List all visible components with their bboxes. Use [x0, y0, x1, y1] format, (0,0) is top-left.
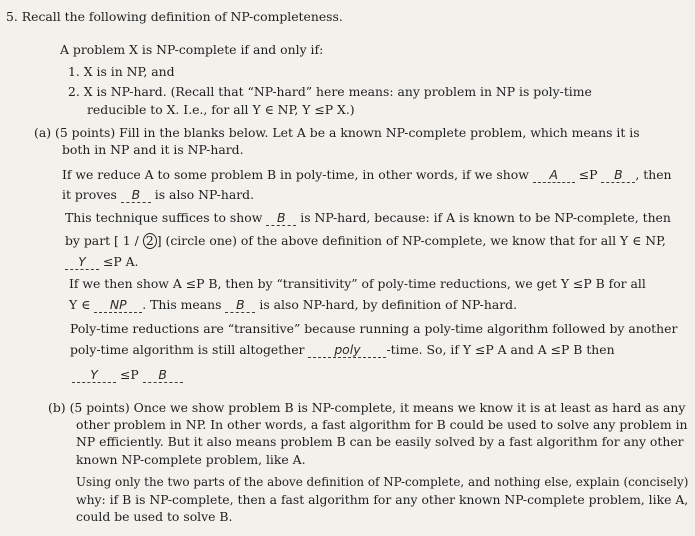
part-a-label: (a)	[34, 125, 52, 140]
part-a-line-1	[34, 124, 640, 142]
p4-text: poly-time algorithm is still altogether	[70, 342, 305, 357]
problem-intro	[6, 8, 343, 26]
definition-item-1	[68, 63, 175, 81]
p2-text: ] (circle one) of the above definition of NP-complete, we know that for all Y ∈ NP,	[156, 233, 666, 248]
part-b-text: (5 points) Once we show problem B is NP-complete, it means we know it is at least as hard as any	[69, 400, 686, 415]
part-b-line-1	[48, 399, 685, 417]
p2-text: ≤P A.	[102, 254, 139, 269]
problem-number: 5.	[6, 9, 18, 24]
answer-blank-9: Y	[72, 368, 116, 383]
p2-line-3	[65, 253, 139, 271]
part-b-line-5: Using only the two parts of the above definition of NP-complete, and nothing else, explain (concisely)	[76, 474, 689, 489]
leq-p-symbol: ≤P	[578, 167, 598, 182]
part-b-line-2: other problem in NP. In other words, a fast algorithm for B could be used to solve any problem in	[76, 417, 688, 432]
problem-intro-text: Recall the following definition of NP-completeness.	[21, 9, 343, 24]
item-text: X is NP-hard. (Recall that “NP-hard” here means: any problem in NP is poly-time	[83, 84, 592, 99]
p1-line-1	[62, 166, 672, 184]
circled-option: 2	[143, 233, 157, 249]
part-a-text: (5 points) Fill in the blanks below. Let A be a known NP-complete problem, which means it is	[55, 125, 640, 140]
part-b-line-7: could be used to solve B.	[76, 509, 233, 524]
answer-blank-2: B	[601, 168, 635, 183]
p4-text: -time. So, if Y ≤P A and A ≤P B then	[386, 342, 615, 357]
p2-text: This technique suffices to show	[65, 210, 263, 225]
p1-line-2	[62, 186, 254, 204]
p3-text: is also NP-hard, by definition of NP-hard.	[259, 297, 518, 312]
p2-text: is NP-hard, because: if A is known to be NP-complete, then	[300, 210, 671, 225]
p2-line-1	[65, 209, 671, 227]
p3-text: Y ∈	[69, 297, 91, 312]
p4-line-2	[70, 341, 615, 359]
answer-blank-10: B	[143, 368, 183, 383]
part-b-line-3: NP efficiently. But it also means problem B can be easily solved by a fast algorithm for any other	[76, 434, 684, 449]
answer-blank-6: NP	[94, 298, 142, 313]
answer-blank-4: B	[266, 211, 296, 226]
p3-line-1: If we then show A ≤P B, then by “transitivity” of poly-time reductions, we get Y ≤P B for all	[69, 276, 646, 291]
answer-blank-1: A	[533, 168, 575, 183]
p1-text: , then	[635, 167, 672, 182]
part-b-line-6: why: if B is NP-complete, then a fast algorithm for any other known NP-complete problem, like A,	[76, 492, 689, 507]
p1-text: it proves	[62, 187, 117, 202]
part-b-label: (b)	[48, 400, 66, 415]
leq-p-symbol: ≤P	[119, 367, 139, 382]
answer-blank-7: B	[225, 298, 255, 313]
answer-blank-3: B	[121, 188, 151, 203]
definition-heading: A problem X is NP-complete if and only if:	[60, 42, 324, 57]
p4-line-1: Poly-time reductions are “transitive” because running a poly-time algorithm followed by another	[70, 321, 678, 336]
answer-blank-8: poly	[308, 343, 386, 358]
p1-text: is also NP-hard.	[154, 187, 255, 202]
part-b-line-4: known NP-complete problem, like A.	[76, 452, 306, 467]
p1-text: If we reduce A to some problem B in poly-time, in other words, if we show	[62, 167, 529, 182]
p3-text: . This means	[142, 297, 222, 312]
p2-line-2	[65, 232, 666, 250]
item-number: 1.	[68, 64, 80, 79]
part-a-line-2: both in NP and it is NP-hard.	[62, 142, 244, 157]
definition-item-2-continued: reducible to X. I.e., for all Y ∈ NP, Y ≤P X.)	[87, 102, 355, 117]
item-text: X is in NP, and	[83, 64, 175, 79]
item-number: 2.	[68, 84, 80, 99]
p4-line-3	[72, 366, 183, 384]
p3-line-2	[69, 296, 517, 314]
answer-blank-5: Y	[65, 255, 99, 270]
p2-text: by part [ 1 /	[65, 233, 139, 248]
definition-item-2	[68, 83, 592, 101]
